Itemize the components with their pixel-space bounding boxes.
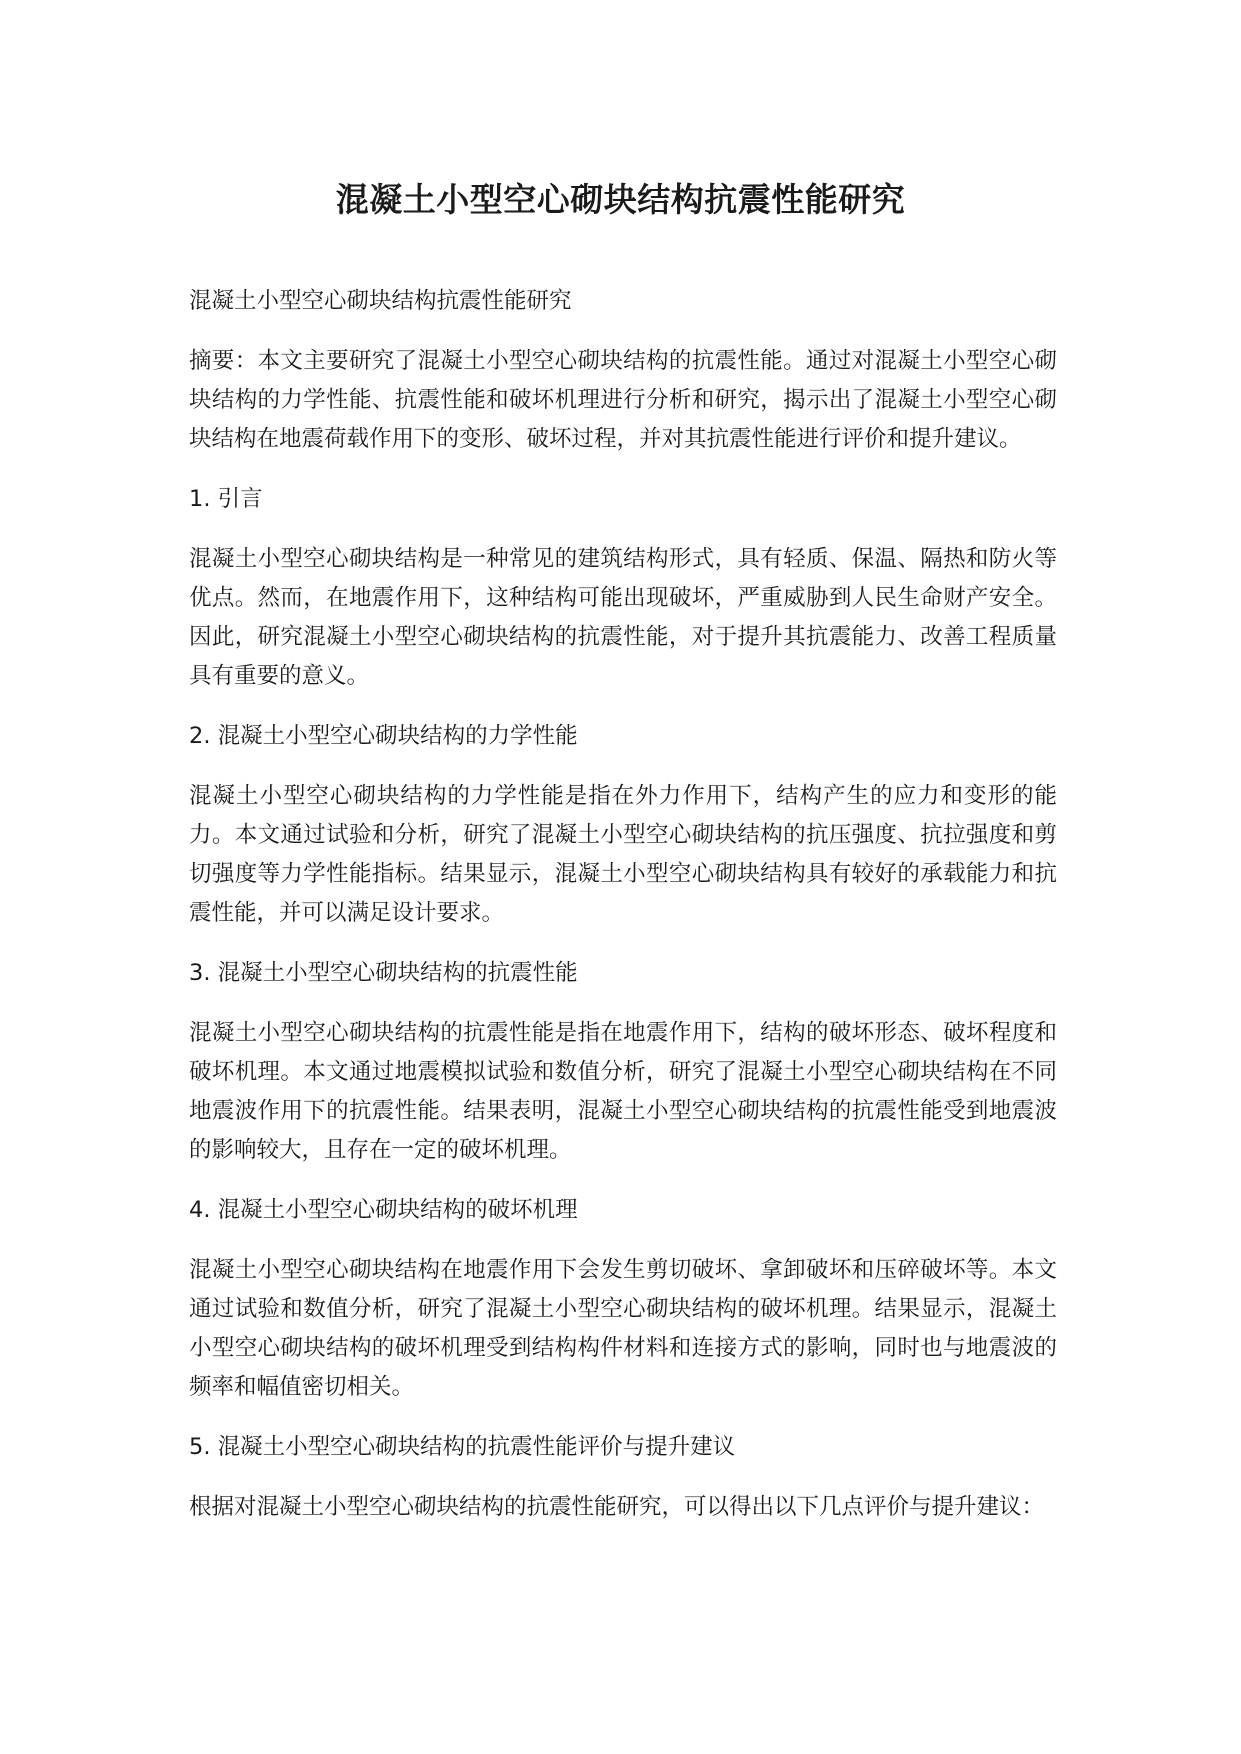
section-paragraph: 混凝土小型空心砌块结构的力学性能是指在外力作用下，结构产生的应力和变形的能力。本文通过试验和分析，研究了混凝土小型空心砌块结构的抗压强度、抗拉强度和剪切强度等力学性能指标。结果显示，混凝土小型空心砌块结构具有较好的承载能力和抗震性能，并可以满足设计要求。 bbox=[189, 783, 1057, 926]
document-subtitle: 混凝土小型空心砌块结构抗震性能研究 bbox=[189, 288, 572, 314]
document-title: 混凝土小型空心砌块结构抗震性能研究 bbox=[335, 180, 906, 219]
section-heading: 3. 混凝土小型空心砌块结构的抗震性能 bbox=[189, 960, 578, 986]
section-paragraph: 混凝土小型空心砌块结构在地震作用下会发生剪切破坏、拿卸破坏和压碎破坏等。本文通过试验和数值分析，研究了混凝土小型空心砌块结构的破坏机理。结果显示，混凝土小型空心砌块结构的破坏机理受到结构构件材料和连接方式的影响，同时也与地震波的频率和幅值密切相关。 bbox=[189, 1257, 1057, 1400]
abstract-paragraph: 摘要：本文主要研究了混凝土小型空心砌块结构的抗震性能。通过对混凝土小型空心砌块结构的力学性能、抗震性能和破坏机理进行分析和研究，揭示出了混凝土小型空心砌块结构在地震荷载作用下的变形、破坏过程，并对其抗震性能进行评价和提升建议。 bbox=[189, 348, 1057, 452]
section-heading: 1. 引言 bbox=[189, 486, 263, 512]
section-paragraph: 混凝土小型空心砌块结构的抗震性能是指在地震作用下，结构的破坏形态、破坏程度和破坏机理。本文通过地震模拟试验和数值分析，研究了混凝土小型空心砌块结构在不同地震波作用下的抗震性能。结果表明，混凝土小型空心砌块结构的抗震性能受到地震波的影响较大，且存在一定的破坏机理。 bbox=[189, 1020, 1057, 1163]
section-heading: 5. 混凝土小型空心砌块结构的抗震性能评价与提升建议 bbox=[189, 1434, 736, 1460]
section-paragraph: 根据对混凝土小型空心砌块结构的抗震性能研究，可以得出以下几点评价与提升建议： bbox=[189, 1494, 1045, 1520]
section-paragraph: 混凝土小型空心砌块结构是一种常见的建筑结构形式，具有轻质、保温、隔热和防火等优点。然而，在地震作用下，这种结构可能出现破坏，严重威胁到人民生命财产安全。因此，研究混凝土小型空心砌块结构的抗震性能，对于提升其抗震能力、改善工程质量具有重要的意义。 bbox=[189, 546, 1057, 689]
document-content bbox=[189, 282, 1057, 1527]
section-heading: 2. 混凝土小型空心砌块结构的力学性能 bbox=[189, 723, 578, 749]
section-heading: 4. 混凝土小型空心砌块结构的破坏机理 bbox=[189, 1197, 578, 1223]
